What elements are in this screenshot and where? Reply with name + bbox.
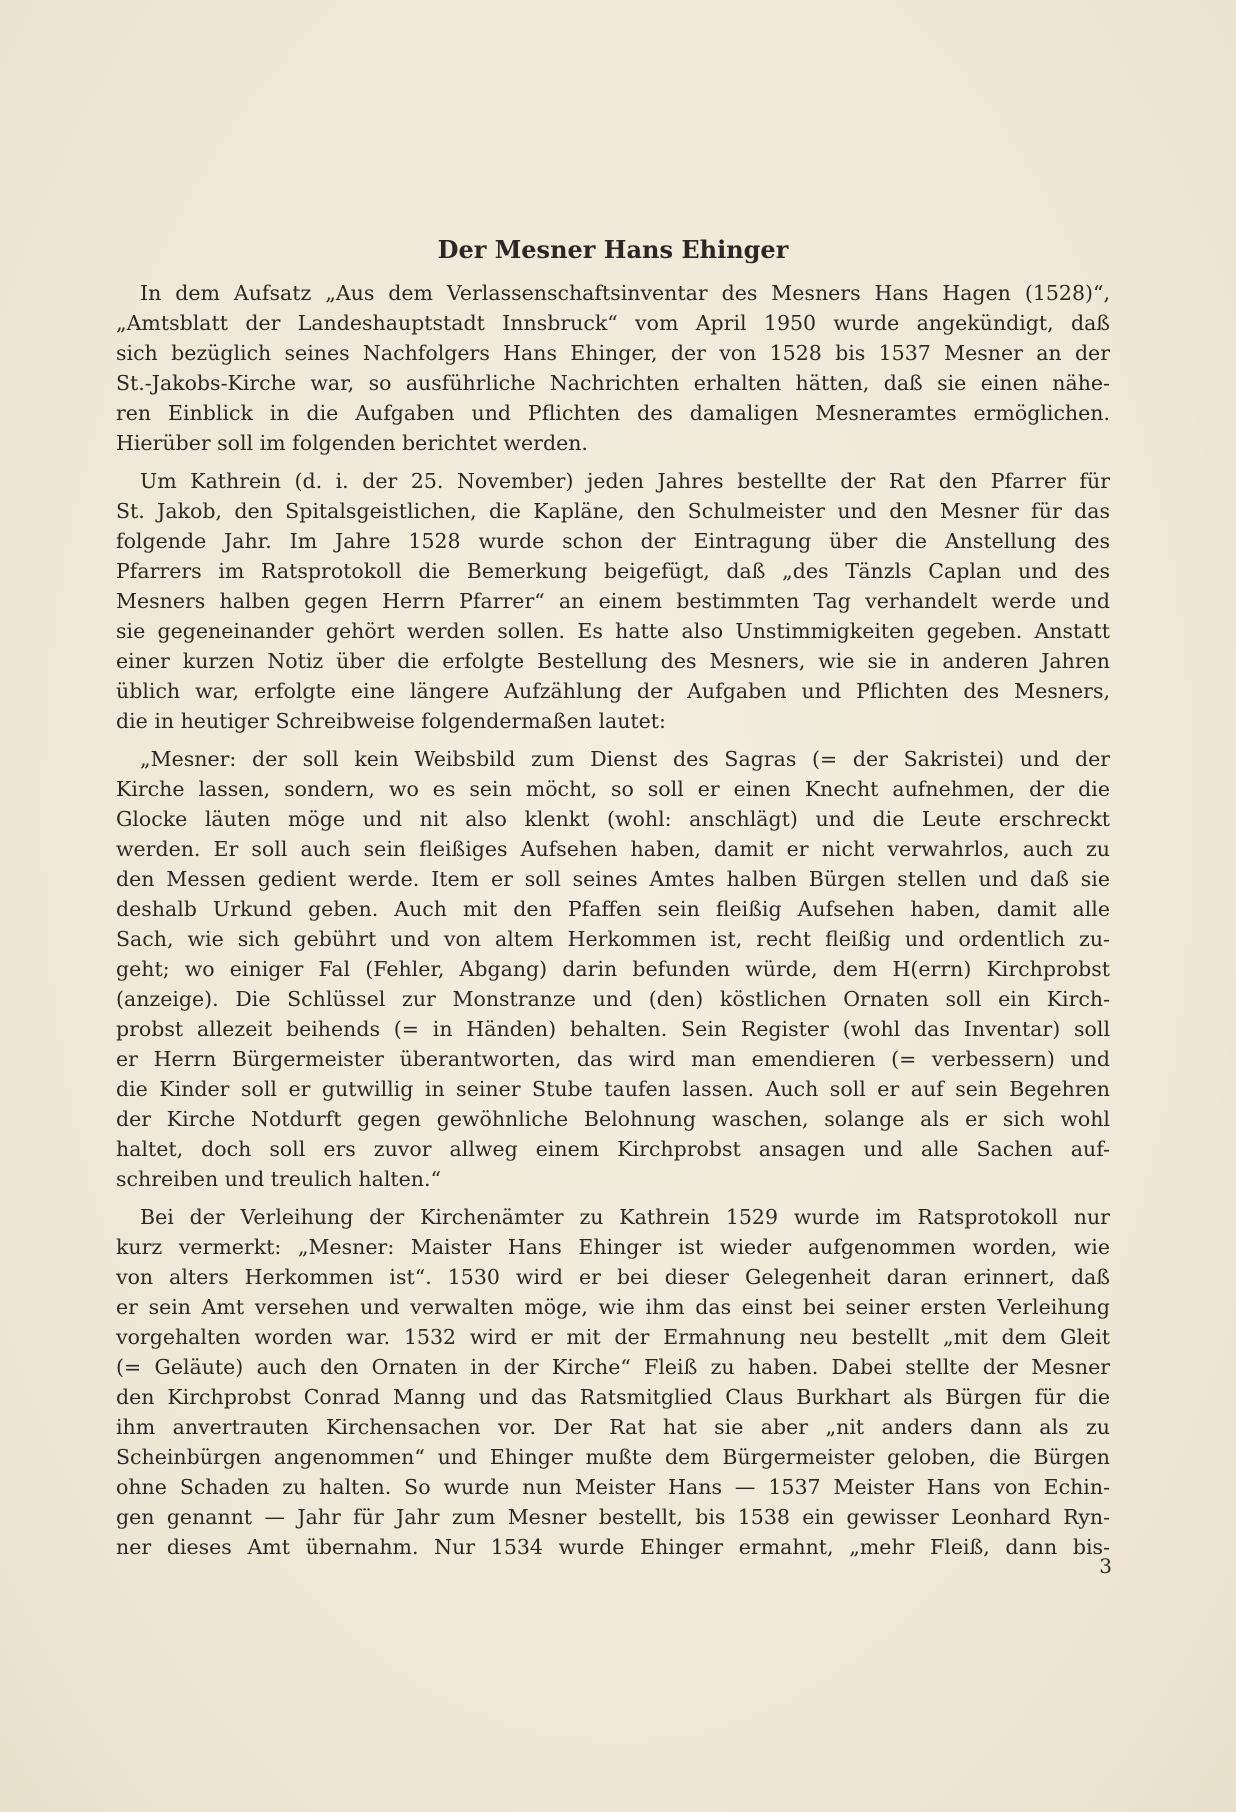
text-line: Glocke läuten möge und nit also klenkt (wohl: anschlägt) und die Leute erschreckt xyxy=(116,807,1110,831)
paragraph xyxy=(116,1202,1110,1562)
text-line: Um Kathrein (d. i. der 25. November) jeden Jahres bestellte der Rat den Pfarrer für xyxy=(140,469,1110,493)
text-line: St. Jakob, den Spitalsgeistlichen, die Kapläne, den Schulmeister und den Mesner für das xyxy=(116,499,1110,523)
text-line: der Kirche Notdurft gegen gewöhnliche Belohnung waschen, solange als er sich wohl xyxy=(116,1107,1110,1131)
text-line: Pfarrers im Ratsprotokoll die Bemerkung beigefügt, daß „des Tänzls Caplan und des xyxy=(116,559,1110,583)
text-line: St.-Jakobs-Kirche war, so ausführliche Nachrichten erhalten hätten, daß sie einen nähe- xyxy=(116,371,1110,395)
text-line: deshalb Urkund geben. Auch mit den Pfaffen sein fleißig Aufsehen haben, damit alle xyxy=(116,897,1110,921)
text-line: sie gegeneinander gehört werden sollen. Es hatte also Unstimmigkeiten gegeben. Anstatt xyxy=(116,619,1110,643)
text-line: Kirche lassen, sondern, wo es sein möcht, so soll er einen Knecht aufnehmen, der die xyxy=(116,777,1110,801)
paragraph xyxy=(116,278,1110,458)
text-line: Mesners halben gegen Herrn Pfarrer“ an einem bestimmten Tag verhandelt werde und xyxy=(116,589,1110,613)
article-body xyxy=(116,228,1110,1562)
text-line: (= Geläute) auch den Ornaten in der Kirche“ Fleiß zu haben. Dabei stellte der Mesner xyxy=(116,1355,1110,1379)
paragraph xyxy=(116,744,1110,1194)
text-line: schreiben und treulich halten.“ xyxy=(116,1167,441,1191)
text-line: die in heutiger Schreibweise folgendermaßen lautet: xyxy=(116,709,666,733)
text-line: die Kinder soll er gutwillig in seiner Stube taufen lassen. Auch soll er auf sein Begehren xyxy=(116,1077,1110,1101)
text-line: „Mesner: der soll kein Weibsbild zum Dienst des Sagras (= der Sakristei) und der xyxy=(140,747,1110,771)
text-line: werden. Er soll auch sein fleißiges Aufsehen haben, damit er nicht verwahrlos, auch zu xyxy=(116,837,1110,861)
page-number: 3 xyxy=(1099,1554,1112,1578)
text-line: Hierüber soll im folgenden berichtet werden. xyxy=(116,431,588,455)
text-line: geht; wo einiger Fal (Fehler, Abgang) darin befunden würde, dem H(errn) Kirchprobst xyxy=(116,957,1110,981)
text-line: ohne Schaden zu halten. So wurde nun Meister Hans — 1537 Meister Hans von Echin- xyxy=(116,1475,1110,1499)
text-line: In dem Aufsatz „Aus dem Verlassenschaftsinventar des Mesners Hans Hagen (1528)“, xyxy=(140,281,1110,305)
text-line: kurz vermerkt: „Mesner: Maister Hans Ehinger ist wieder aufgenommen worden, wie xyxy=(116,1235,1110,1259)
text-line: üblich war, erfolgte eine längere Aufzählung der Aufgaben und Pflichten des Mesners, xyxy=(116,679,1110,703)
article-title: Der Mesner Hans Ehinger xyxy=(437,235,789,264)
text-line: vorgehalten worden war. 1532 wird er mit der Ermahnung neu bestellt „mit dem Gleit xyxy=(116,1325,1110,1349)
text-line: „Amtsblatt der Landeshauptstadt Innsbruck“ vom April 1950 wurde angekündigt, daß xyxy=(116,311,1110,335)
text-line: Scheinbürgen angenommen“ und Ehinger mußte dem Bürgermeister geloben, die Bürgen xyxy=(116,1445,1110,1469)
text-line: einer kurzen Notiz über die erfolgte Bestellung des Mesners, wie sie in anderen Jahren xyxy=(116,649,1110,673)
text-line: probst allezeit beihends (= in Händen) behalten. Sein Register (wohl das Inventar) soll xyxy=(116,1017,1110,1041)
text-line: ihm anvertrauten Kirchensachen vor. Der Rat hat sie aber „nit anders dann als zu xyxy=(116,1415,1110,1439)
text-line: folgende Jahr. Im Jahre 1528 wurde schon der Eintragung über die Anstellung des xyxy=(116,529,1110,553)
paragraph xyxy=(116,466,1110,736)
text-line: ren Einblick in die Aufgaben und Pflichten des damaligen Mesneramtes ermöglichen. xyxy=(116,401,1110,425)
text-line: haltet, doch soll ers zuvor allweg einem Kirchprobst ansagen und alle Sachen auf- xyxy=(116,1137,1110,1161)
paragraph-container xyxy=(116,278,1110,1562)
text-line: er Herrn Bürgermeister überantworten, das wird man emendieren (= verbessern) und xyxy=(116,1047,1110,1071)
text-line: den Kirchprobst Conrad Manng und das Ratsmitglied Claus Burkhart als Bürgen für die xyxy=(116,1385,1110,1409)
text-line: er sein Amt versehen und verwalten möge, wie ihm das einst bei seiner ersten Verleihung xyxy=(116,1295,1110,1319)
text-line: Sach, wie sich gebührt und von altem Herkommen ist, recht fleißig und ordentlich zu- xyxy=(116,927,1110,951)
text-line: gen genannt — Jahr für Jahr zum Mesner bestellt, bis 1538 ein gewisser Leonhard Ryn- xyxy=(116,1505,1110,1529)
text-line: sich bezüglich seines Nachfolgers Hans Ehinger, der von 1528 bis 1537 Mesner an der xyxy=(116,341,1110,365)
text-line: ner dieses Amt übernahm. Nur 1534 wurde Ehinger ermahnt, „mehr Fleiß, dann bis- xyxy=(116,1535,1110,1559)
text-line: (anzeige). Die Schlüssel zur Monstranze und (den) köstlichen Ornaten soll ein Kirch- xyxy=(116,987,1110,1011)
text-line: den Messen gedient werde. Item er soll seines Amtes halben Bürgen stellen und daß sie xyxy=(116,867,1110,891)
text-line: Bei der Verleihung der Kirchenämter zu Kathrein 1529 wurde im Ratsprotokoll nur xyxy=(140,1205,1110,1229)
text-line: von alters Herkommen ist“. 1530 wird er bei dieser Gelegenheit daran erinnert, daß xyxy=(116,1265,1110,1289)
